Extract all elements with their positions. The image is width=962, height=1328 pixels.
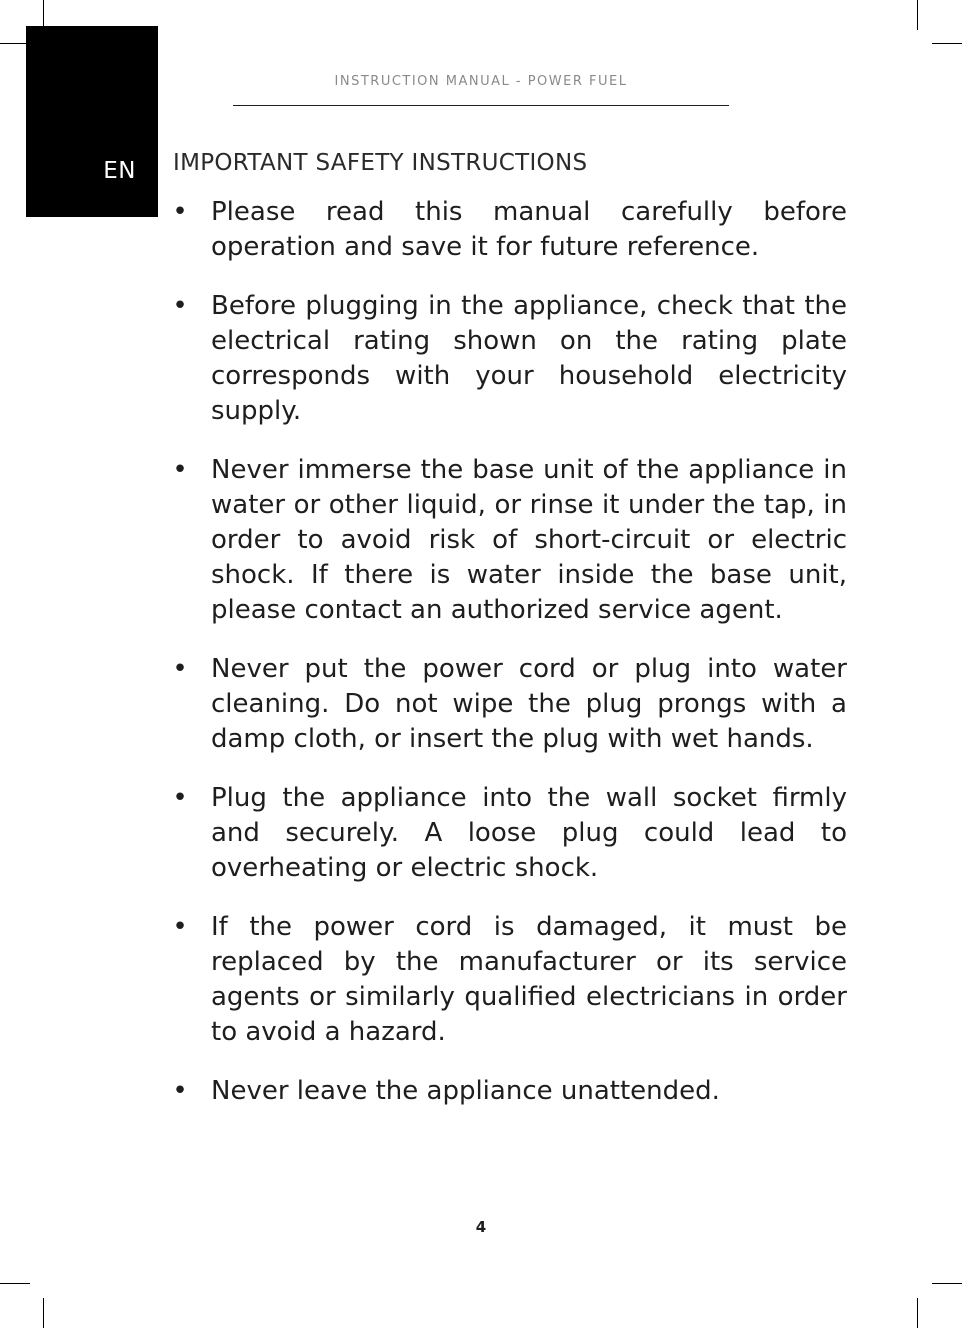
bullet-icon: • xyxy=(172,783,188,813)
bullet-icon: • xyxy=(172,912,188,942)
instruction-text: Never leave the appliance unattended. xyxy=(211,1076,720,1106)
crop-mark xyxy=(932,1283,962,1284)
instruction-text: Please read this manual carefully before operation and save it for future reference. xyxy=(211,197,847,262)
instruction-text: If the power cord is damaged, it must be replaced by the manufacturer or its service agents or similarly qualified electricians in order to avoid a hazard. xyxy=(211,912,847,1047)
bullet-icon: • xyxy=(172,654,188,684)
page-number: 4 xyxy=(475,1218,487,1236)
list-item xyxy=(170,1074,847,1109)
crop-mark xyxy=(0,1283,30,1284)
header-divider xyxy=(233,105,729,106)
bullet-icon: • xyxy=(172,455,188,485)
crop-mark xyxy=(917,0,918,30)
crop-mark xyxy=(917,1298,918,1328)
bullet-icon: • xyxy=(172,1076,188,1106)
crop-mark xyxy=(43,1298,44,1328)
safety-instructions-list xyxy=(170,195,847,1133)
bullet-icon: • xyxy=(172,197,188,227)
bullet-icon: • xyxy=(172,291,188,321)
language-label: EN xyxy=(103,158,136,184)
crop-mark xyxy=(932,43,962,44)
list-item xyxy=(170,289,847,429)
list-item xyxy=(170,195,847,265)
language-tab xyxy=(26,26,158,217)
list-item xyxy=(170,781,847,886)
list-item xyxy=(170,910,847,1050)
list-item xyxy=(170,453,847,628)
list-item xyxy=(170,652,847,757)
section-title: IMPORTANT SAFETY INSTRUCTIONS xyxy=(173,150,588,176)
instruction-text: Never immerse the base unit of the appliance in water or other liquid, or rinse it under the tap, in order to avoid risk of short-circuit or electric shock. If there is water inside the base unit, please contact an authorized service agent. xyxy=(211,455,847,625)
instruction-text: Before plugging in the appliance, check that the electrical rating shown on the rating plate corresponds with your household electricity supply. xyxy=(211,291,847,426)
running-header: INSTRUCTION MANUAL - POWER FUEL xyxy=(334,74,628,89)
instruction-text: Plug the appliance into the wall socket firmly and securely. A loose plug could lead to overheating or electric shock. xyxy=(211,783,847,883)
instruction-text: Never put the power cord or plug into water cleaning. Do not wipe the plug prongs with a damp cloth, or insert the plug with wet hands. xyxy=(211,654,847,754)
